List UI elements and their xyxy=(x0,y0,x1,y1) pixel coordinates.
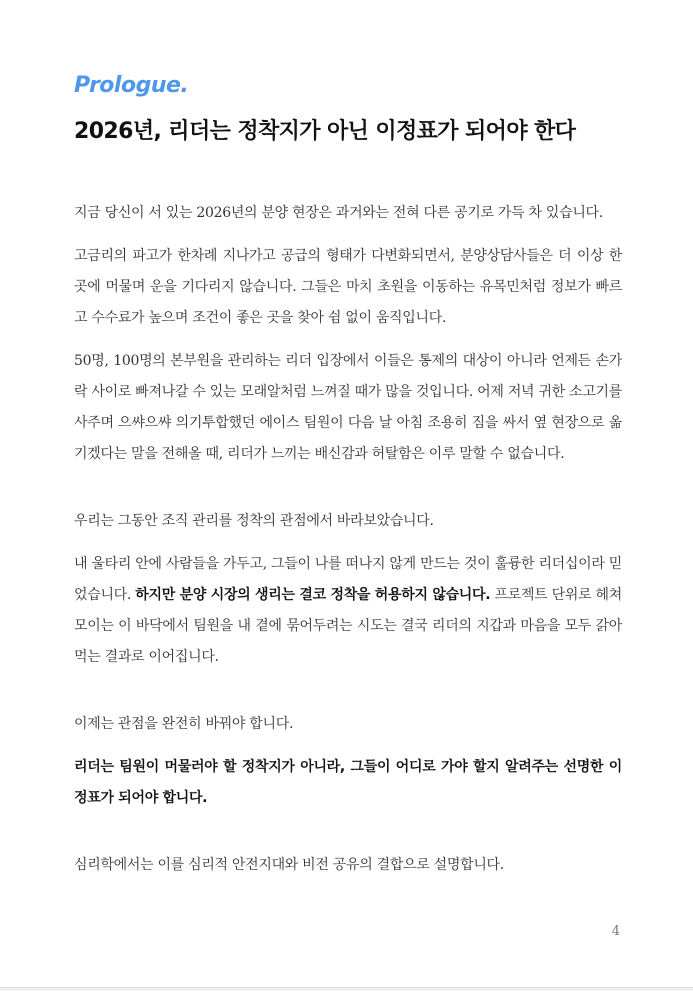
paragraph-4: 우리는 그동안 조직 관리를 정착의 관점에서 바라보았습니다. xyxy=(74,513,434,529)
paragraph-5-bold: 하지만 분양 시장의 생리는 결코 정착을 허용하지 않습니다. xyxy=(135,587,491,603)
paragraph-2: 고금리의 파고가 한차례 지나가고 공급의 형태가 다변화되면서, 분양상담사들은 더 이상 한곳에 머물며 운을 기다리지 않습니다. 그들은 마치 초원을 이동하는 유목민처럼 정보가 빠르고 수수료가 높으며 조건이 좋은 곳을 찾아 쉼 없이 움직입니다. xyxy=(74,248,622,326)
body-text xyxy=(74,198,622,881)
paragraph-5-start: 내 울타리 안에 사람들을 가두고, 그들이 나를 떠나지 않게 만드는 것이 훌륭한 리더십이라 믿었습니다. xyxy=(74,556,622,603)
paragraph-7-emphasis: 리더는 팀원이 머물러야 할 정착지가 아니라, 그들이 어디로 가야 할지 알려주는 선명한 이정표가 되어야 합니다. xyxy=(74,759,622,806)
paragraph-5 xyxy=(74,549,622,673)
page-title: 2026년, 리더는 정착지가 아닌 이정표가 되어야 한다 xyxy=(74,119,576,144)
paragraph-1: 지금 당신이 서 있는 2026년의 분양 현장은 과거와는 전혀 다른 공기로 가득 차 있습니다. xyxy=(74,205,603,221)
paragraph-6: 이제는 관점을 완전히 바꿔야 합니다. xyxy=(74,716,294,732)
page-content xyxy=(74,70,622,893)
paragraph-8: 심리학에서는 이를 심리적 안전지대와 비전 공유의 결합으로 설명합니다. xyxy=(74,857,504,873)
paragraph-3: 50명, 100명의 본부원을 관리하는 리더 입장에서 이들은 통제의 대상이 아니라 언제든 손가락 사이로 빠져나갈 수 있는 모래알처럼 느껴질 때가 많을 것입니다. 어제 저녁 귀한 소고기를 사주며 으쌰으쌰 의기투합했던 에이스 팀원이 다음 날 아침 조용히 짐을 싸서 옆 현장으로 옮기겠다는 말을 전해올 때, 리더가 느끼는 배신감과 허탈함은 이루 말할 수 없습니다. xyxy=(74,353,623,462)
page-number: 4 xyxy=(611,924,620,939)
section-label: Prologue. xyxy=(74,73,189,98)
paragraph-5-end: 프로젝트 단위로 헤쳐 모이는 이 바닥에서 팀원을 내 곁에 묶어두려는 시도는 결국 리더의 지갑과 마음을 모두 갉아먹는 결과로 이어집니다. xyxy=(74,587,622,665)
